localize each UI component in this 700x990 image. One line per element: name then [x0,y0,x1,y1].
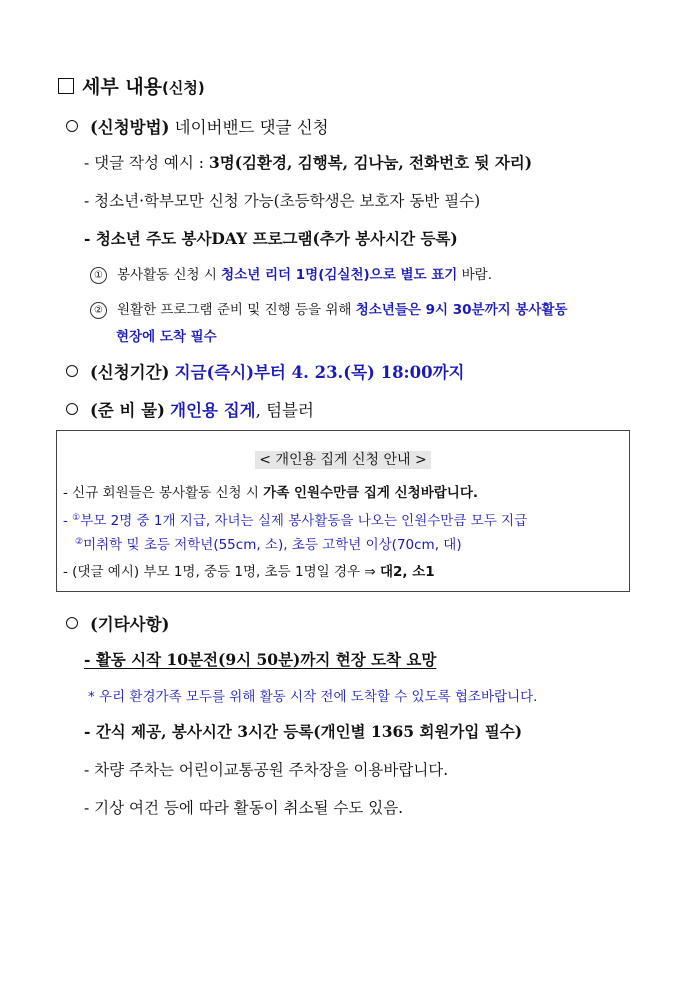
box-line-1: - 신규 회원들은 봉사활동 신청 시 가족 인원수만큼 집게 신청바랍니다. [63,485,478,501]
program-note-2: ② 원활한 프로그램 준비 및 진행 등을 위해 청소년들은 9시 30분까지 봉사활동 [90,298,568,319]
box-line-2: - ①부모 2명 중 1개 지급, 자녀는 실제 봉사활동을 나오는 인원수만큼 모두 지급 [63,513,528,529]
other-item-1: - 활동 시작 10분전(9시 50분)까지 현장 도착 요망 [84,650,437,669]
box-line-4: - (댓글 예시) 부모 1명, 중등 1명, 초등 1명일 경우 ⇒ 대2, 소1 [63,564,435,580]
circle-bullet-icon [66,403,78,415]
circled-number-1: ① [90,267,107,284]
other-item-1-note: * 우리 환경가족 모두를 위해 활동 시작 전에 도착할 수 있도록 협조바랍니다. [88,689,538,705]
circled-number-2: ② [90,302,107,319]
other-item-2: - 간식 제공, 봉사시간 3시간 등록(개인별 1365 회원가입 필수) [84,722,523,741]
comment-example: - 댓글 작성 예시 : 3명(김환경, 김행복, 김나눔, 전화번호 뒷 자리) [84,153,533,172]
program-note-2-cont: 현장에 도착 필수 [116,329,217,345]
eligibility-line: - 청소년·학부모만 신청 가능(초등학생은 보호자 동반 필수) [84,192,481,210]
program-note-1: ① 봉사활동 신청 시 청소년 리더 1명(김실천)으로 별도 표기 바람. [90,263,492,284]
box-title: < 개인용 집게 신청 안내 > [57,449,629,469]
circle-bullet-icon [66,617,78,629]
other-item-4: - 기상 여건 등에 따라 활동이 취소될 수도 있음. [84,799,404,817]
circle-bullet-icon [66,120,78,132]
section-title: 세부 내용(신청) [58,72,205,99]
other-item-3: - 차량 주차는 어린이교통공원 주차장을 이용바랍니다. [84,761,449,779]
other-heading: (기타사항) [66,611,169,635]
checkbox-square-icon [58,78,74,94]
circle-bullet-icon [66,365,78,377]
apply-period: (신청기간) 지금(즉시)부터 4. 23.(목) 18:00까지 [66,359,464,383]
apply-method-heading: (신청방법) 네이버밴드 댓글 신청 [66,114,329,138]
tong-request-box [56,430,630,592]
box-line-3: ②미취학 및 초등 저학년(55cm, 소), 초등 고학년 이상(70cm, 대) [75,537,462,553]
program-title: - 청소년 주도 봉사DAY 프로그램(추가 봉사시간 등록) [84,229,458,248]
supplies: (준 비 물) 개인용 집게, 텀블러 [66,397,314,421]
